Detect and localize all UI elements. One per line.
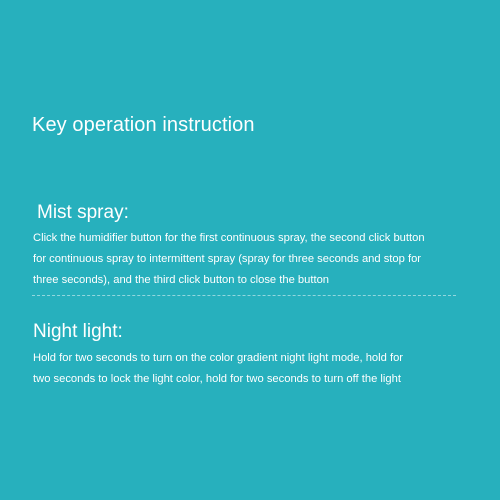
night-light-line-2: two seconds to lock the light color, hold for two seconds to turn off the light — [33, 373, 401, 385]
page-title: Key operation instruction — [32, 114, 255, 136]
mist-spray-line-3: three seconds), and the third click button to close the button — [33, 274, 330, 286]
mist-spray-description — [33, 228, 463, 291]
section-divider — [32, 295, 456, 296]
night-light-line-1: Hold for two seconds to turn on the color gradient night light mode, hold for — [33, 352, 404, 364]
night-light-heading: Night light: — [33, 321, 123, 342]
night-light-description — [33, 348, 463, 390]
mist-spray-heading: Mist spray: — [37, 202, 129, 223]
mist-spray-line-2: for continuous spray to intermittent spray (spray for three seconds and stop for — [33, 253, 422, 265]
mist-spray-line-1: Click the humidifier button for the first continuous spray, the second click button — [33, 232, 425, 244]
